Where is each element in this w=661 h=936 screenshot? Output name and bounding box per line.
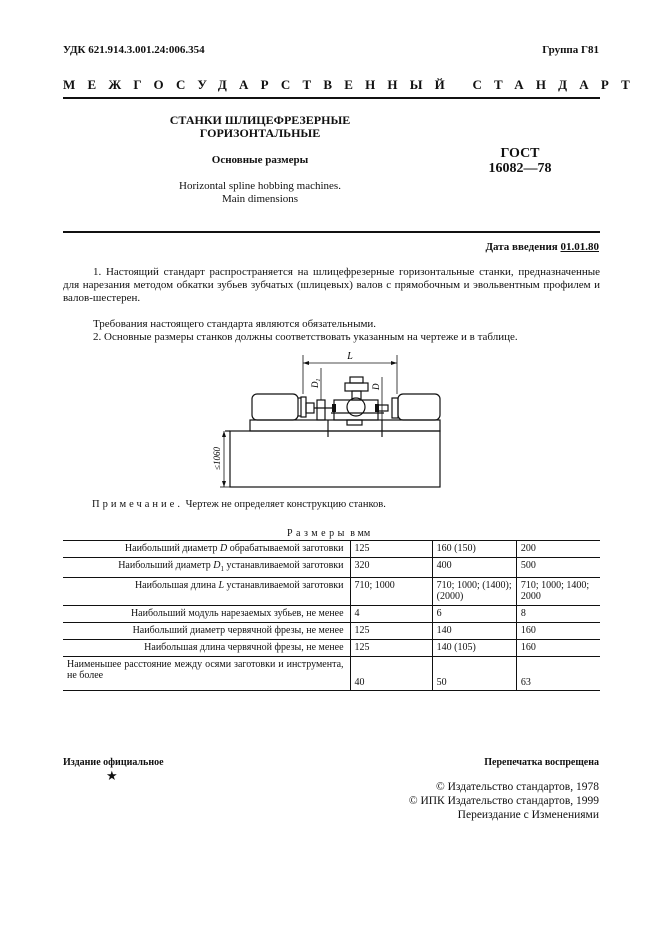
row-label: Наименьшее расстояние между осями заготовки и инструмента, не более xyxy=(63,657,350,691)
row-value-1: 320 xyxy=(350,558,432,578)
row-value-2: 160 (150) xyxy=(432,541,516,558)
row-value-3: 63 xyxy=(516,657,600,691)
label-D: D xyxy=(371,383,381,390)
machine-drawing xyxy=(210,350,460,490)
row-value-3: 500 xyxy=(516,558,600,578)
note-text: Чертеж не определяет конструкцию станков. xyxy=(182,499,386,510)
dimensions-table xyxy=(63,540,600,691)
subtitle-ru: Основные размеры xyxy=(211,154,309,166)
paragraph-3: 2. Основные размеры станков должны соответствовать указанным на чертеже и в таблице. xyxy=(93,331,518,343)
row-value-3: 160 xyxy=(516,623,600,640)
copyright-1978: © Издательство стандартов, 1978 xyxy=(435,781,599,793)
table-caption xyxy=(287,528,370,539)
introduction-date xyxy=(485,241,599,253)
row-label: Наибольший модуль нарезаемых зубьев, не менее xyxy=(63,606,350,623)
title-en-line1: Horizontal spline hobbing machines. xyxy=(179,180,341,192)
row-value-2: 140 (105) xyxy=(432,640,516,657)
copyright-1999: © ИПК Издательство стандартов, 1999 xyxy=(408,795,599,807)
title-ru-line1: СТАНКИ ШЛИЦЕФРЕЗЕРНЫЕ xyxy=(169,113,351,127)
date-label: Дата введения xyxy=(485,241,558,253)
table-row xyxy=(63,623,600,640)
table-row xyxy=(63,558,600,578)
row-value-2: 710; 1000; (1400); (2000) xyxy=(432,578,516,606)
row-value-2: 50 xyxy=(432,657,516,691)
reprint-prohibited: Перепечатка воспрещена xyxy=(484,757,599,768)
hob-head xyxy=(334,400,378,420)
gost-number xyxy=(470,146,570,176)
label-height: ≤1060 xyxy=(212,447,222,470)
left-motor xyxy=(252,394,298,420)
caption-sizes: Размеры xyxy=(287,528,348,539)
label-D1: $D_1$ xyxy=(310,378,322,388)
date-value: 01.01.80 xyxy=(560,241,599,253)
table-row xyxy=(63,640,600,657)
interstate-standard-banner: МЕЖГОСУДАРСТВЕННЫЙ СТАНДАРТ xyxy=(63,77,643,92)
official-edition: Издание официальное xyxy=(63,757,164,768)
table-row xyxy=(63,657,600,691)
gost-code: 16082—78 xyxy=(488,161,552,176)
row-label: Наибольший диаметр $D_1$ устанавливаемой заготовки xyxy=(63,558,350,578)
title-en-line2: Main dimensions xyxy=(221,193,299,205)
row-value-1: 4 xyxy=(350,606,432,623)
row-value-3: 200 xyxy=(516,541,600,558)
gost-label: ГОСТ xyxy=(500,146,540,161)
note-label: Примечание. xyxy=(92,499,183,510)
row-label: Наибольшая длина L устанавливаемой заготовки xyxy=(63,578,350,606)
label-L: L xyxy=(347,351,353,362)
table-row xyxy=(63,606,600,623)
table-row xyxy=(63,541,600,558)
table-row xyxy=(63,578,600,606)
row-label: Наибольший диаметр червячной фрезы, не менее xyxy=(63,623,350,640)
paragraph-2: Требования настоящего стандарта являются обязательными. xyxy=(93,318,377,330)
title-rule xyxy=(63,231,600,233)
row-value-3: 710; 1000; 1400; 2000 xyxy=(516,578,600,606)
row-value-1: 125 xyxy=(350,541,432,558)
row-value-2: 400 xyxy=(432,558,516,578)
d1-column xyxy=(317,400,325,420)
row-value-2: 6 xyxy=(432,606,516,623)
title-block xyxy=(140,114,380,206)
row-value-1: 40 xyxy=(350,657,432,691)
row-value-3: 8 xyxy=(516,606,600,623)
row-value-1: 710; 1000 xyxy=(350,578,432,606)
row-value-1: 125 xyxy=(350,640,432,657)
row-value-2: 140 xyxy=(432,623,516,640)
hob-top-knob xyxy=(350,377,363,383)
caption-unit: в мм xyxy=(350,528,371,539)
drawing-note xyxy=(92,499,386,510)
reissue-note: Переиздание с Изменениями xyxy=(457,809,599,821)
row-label: Наибольший диаметр D обрабатываемой заготовки xyxy=(63,541,350,558)
row-value-1: 125 xyxy=(350,623,432,640)
machine-bed xyxy=(230,431,440,487)
udk-code: УДК 621.914.3.001.24:006.354 xyxy=(63,44,205,56)
row-label: Наибольшая длина червячной фрезы, не менее xyxy=(63,640,350,657)
star-icon: ★ xyxy=(106,768,118,783)
title-ru-line2: ГОРИЗОНТАЛЬНЫЕ xyxy=(199,126,321,140)
top-slide xyxy=(250,420,440,431)
right-motor xyxy=(398,394,440,420)
paragraph-1: 1. Настоящий стандарт распространяется на шлицефрезерные горизонтальные станки, предназначенные для нарезания методом обкатки зубьев зубчатых (шлицевых) валов с прямобочным и эвольвентным профилем и валов-шестерен. xyxy=(63,266,600,304)
group-code: Группа Г81 xyxy=(542,44,599,56)
row-value-3: 160 xyxy=(516,640,600,657)
header-rule xyxy=(63,97,600,99)
